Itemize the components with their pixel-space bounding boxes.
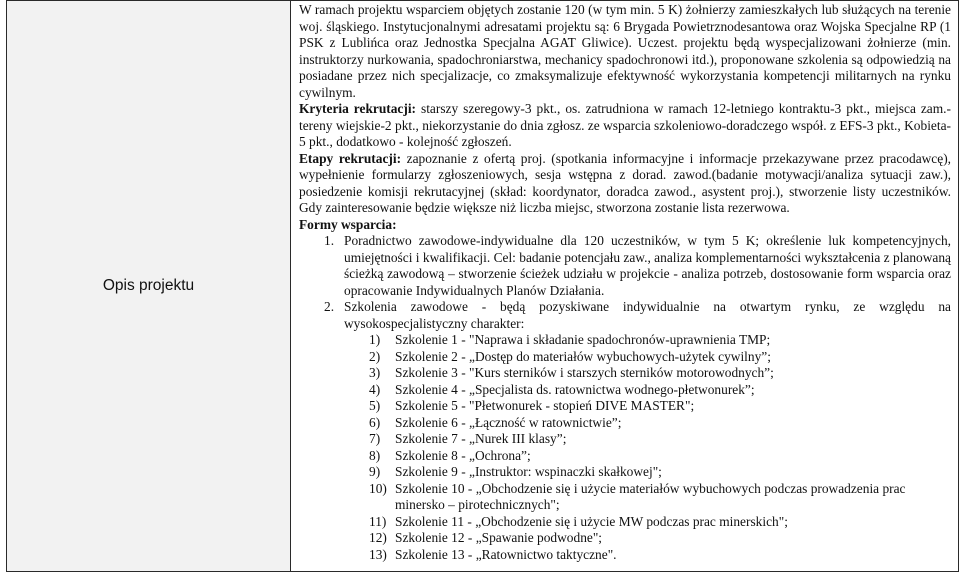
sublist-item: [299, 332, 951, 349]
sublist-item-text: Szkolenie 13 - „Ratownictwo taktyczne".: [395, 546, 617, 562]
sublist-item-number: 4): [369, 381, 381, 397]
list-item: [299, 233, 951, 299]
project-table: [6, 0, 959, 572]
sublist-item-number: 7): [369, 431, 381, 446]
etapy-text: zapoznanie z ofertą proj. (spotkania informacyjne i informacje przekazywane przez pracodawcę), wypełnienie formularzy zgłoszeniowych, sesja wstępna z dorad. zawod.(badanie motywacji/analiza sytuacji zaw.), posiedzenie komisji rekrutacyjnej (skład: koordynator, doradca zawod., asystent proj.), stworzenie listy uczestników. Gdy zainteresowanie będzie większe niż liczba miejsc, stworzona zostanie lista rezerwowa.: [299, 150, 951, 215]
sublist-item-text: Szkolenie 8 - „Ochrona”;: [395, 447, 531, 463]
label-cell: [7, 1, 291, 572]
kryteria-label: Kryteria rekrutacji:: [299, 101, 417, 116]
sublist-item-text: Szkolenie 2 - „Dostęp do materiałów wybuchowych-użytek cywilny”;: [395, 348, 771, 364]
sublist-item: [299, 365, 951, 382]
sublist-item-text: Szkolenie 5 - "Płetwonurek - stopień DIVE MASTER";: [395, 398, 695, 413]
sublist-item-number: 8): [369, 447, 381, 463]
list-item-text: Poradnictwo zawodowe-indywidualne dla 120 uczestników, w tym 5 K; określenie luk kompetencyjnych, umiejętności i kwalifikacji. Cel: badanie potencjału zaw., analiza komplementarności wykształcenia z planowaną ścieżką zawodową – stworzenie ścieżek udziału w projekcie - analiza potrzeb, dostosowanie form wsparcia oraz opracowanie Indywidualnych Planów Działania.: [344, 233, 951, 298]
sublist-item-number: 9): [369, 464, 381, 479]
sublist-item-text: Szkolenie 10 - „Obchodzenie się i użycie materiałów wybuchowych podczas prowadzenia prac minersko – pirotechnicznych";: [395, 480, 906, 512]
sublist-item-number: 2): [369, 348, 381, 364]
list-item-number: 1.: [324, 233, 335, 248]
kryteria-text: starszy szeregowy-3 pkt., os. zatrudniona w ramach 12-letniego kontraktu-3 pkt., miejsca zam.-tereny wiejskie-2 pkt., niekorzystanie do dnia zgłosz. ze wsparcia szkoleniowo-doradczego współ. z EFS-3 pkt., Kobieta-5 pkt., dodatkowo - kolejność zgłoszeń.: [299, 101, 951, 149]
sublist-item-text: Szkolenie 4 - „Specjalista ds. ratownictwa wodnego-płetwonurek”;: [395, 381, 755, 397]
list-item-number: 2.: [324, 299, 335, 314]
sublist-item: [299, 448, 951, 465]
sublist-item-text: Szkolenie 7 - „Nurek III klasy”;: [395, 431, 567, 446]
sublist-item-number: 1): [369, 332, 381, 347]
sublist-item: [299, 464, 951, 481]
sublist-item-text: Szkolenie 11 - „Obchodzenie się i użycie MW podczas prac minerskich";: [395, 513, 788, 529]
sublist-item-text: Szkolenie 3 - "Kurs sterników i starszych sterników motorowodnych”;: [395, 365, 774, 380]
sublist-item-text: Szkolenie 12 - „Spawanie podwodne";: [395, 530, 603, 545]
sublist-item-number: 6): [369, 414, 381, 430]
sublist-item: [299, 530, 951, 547]
sublist-item-text: Szkolenie 6 - „Łączność w ratownictwie”;: [395, 414, 622, 430]
sublist-item: [299, 382, 951, 399]
row-label: Opis projektu: [102, 277, 195, 294]
list-item-text: Szkolenia zawodowe - będą pozyskiwane indywidualnie na otwartym rynku, ze względu na wysokospecjalistyczny charakter:: [344, 299, 951, 331]
content-cell: [291, 1, 959, 572]
sublist-item-number: 10): [369, 480, 387, 496]
sublist-item-number: 3): [369, 365, 381, 380]
formy-heading: Formy wsparcia:: [299, 216, 397, 232]
sublist-item: [299, 349, 951, 366]
sublist-item: [299, 514, 951, 531]
sublist-item: [299, 431, 951, 448]
sublist-item-text: Szkolenie 1 - "Naprawa i składanie spadochronów-uprawnienia TMP;: [395, 332, 771, 347]
sublist-item: [299, 547, 951, 564]
etapy-paragraph: [299, 151, 951, 217]
sublist-item-number: 5): [369, 398, 381, 413]
etapy-label: Etapy rekrutacji:: [299, 150, 402, 166]
sublist-item: [299, 481, 951, 514]
kryteria-paragraph: [299, 101, 951, 151]
sublist-item-text: Szkolenie 9 - „Instruktor: wspinaczki skałkowej";: [395, 464, 662, 479]
sublist-item-number: 11): [369, 513, 387, 529]
sublist-item: [299, 415, 951, 432]
training-sublist: [299, 332, 951, 563]
list-item: [299, 299, 951, 332]
sublist-item-number: 13): [369, 546, 387, 562]
sublist-item-number: 12): [369, 530, 387, 545]
intro-paragraph: W ramach projektu wsparciem objętych zostanie 120 (w tym min. 5 K) żołnierzy zamieszkałych lub służących na terenie woj. śląskiego. Instytucjonalnymi adresatami projektu są: 6 Brygada Powietrznodesantowa oraz Wojska Specjalne RP (1 PSK z Lublińca oraz Jednostka Specjalna AGAT Gliwice). Uczest. projektu będą wyspecjalizowani żołnierze (min. instruktorzy nurkowania, spadochroniarstwa, mechanicy spadochronowi itd.), proponowane szkolenia są odpowiedzią na posiadane przez nich specjalizacje, co zmaksymalizuje efektywność wykorzystania kompetencji militarnych na rynku cywilnym.: [299, 2, 951, 100]
sublist-item: [299, 398, 951, 415]
